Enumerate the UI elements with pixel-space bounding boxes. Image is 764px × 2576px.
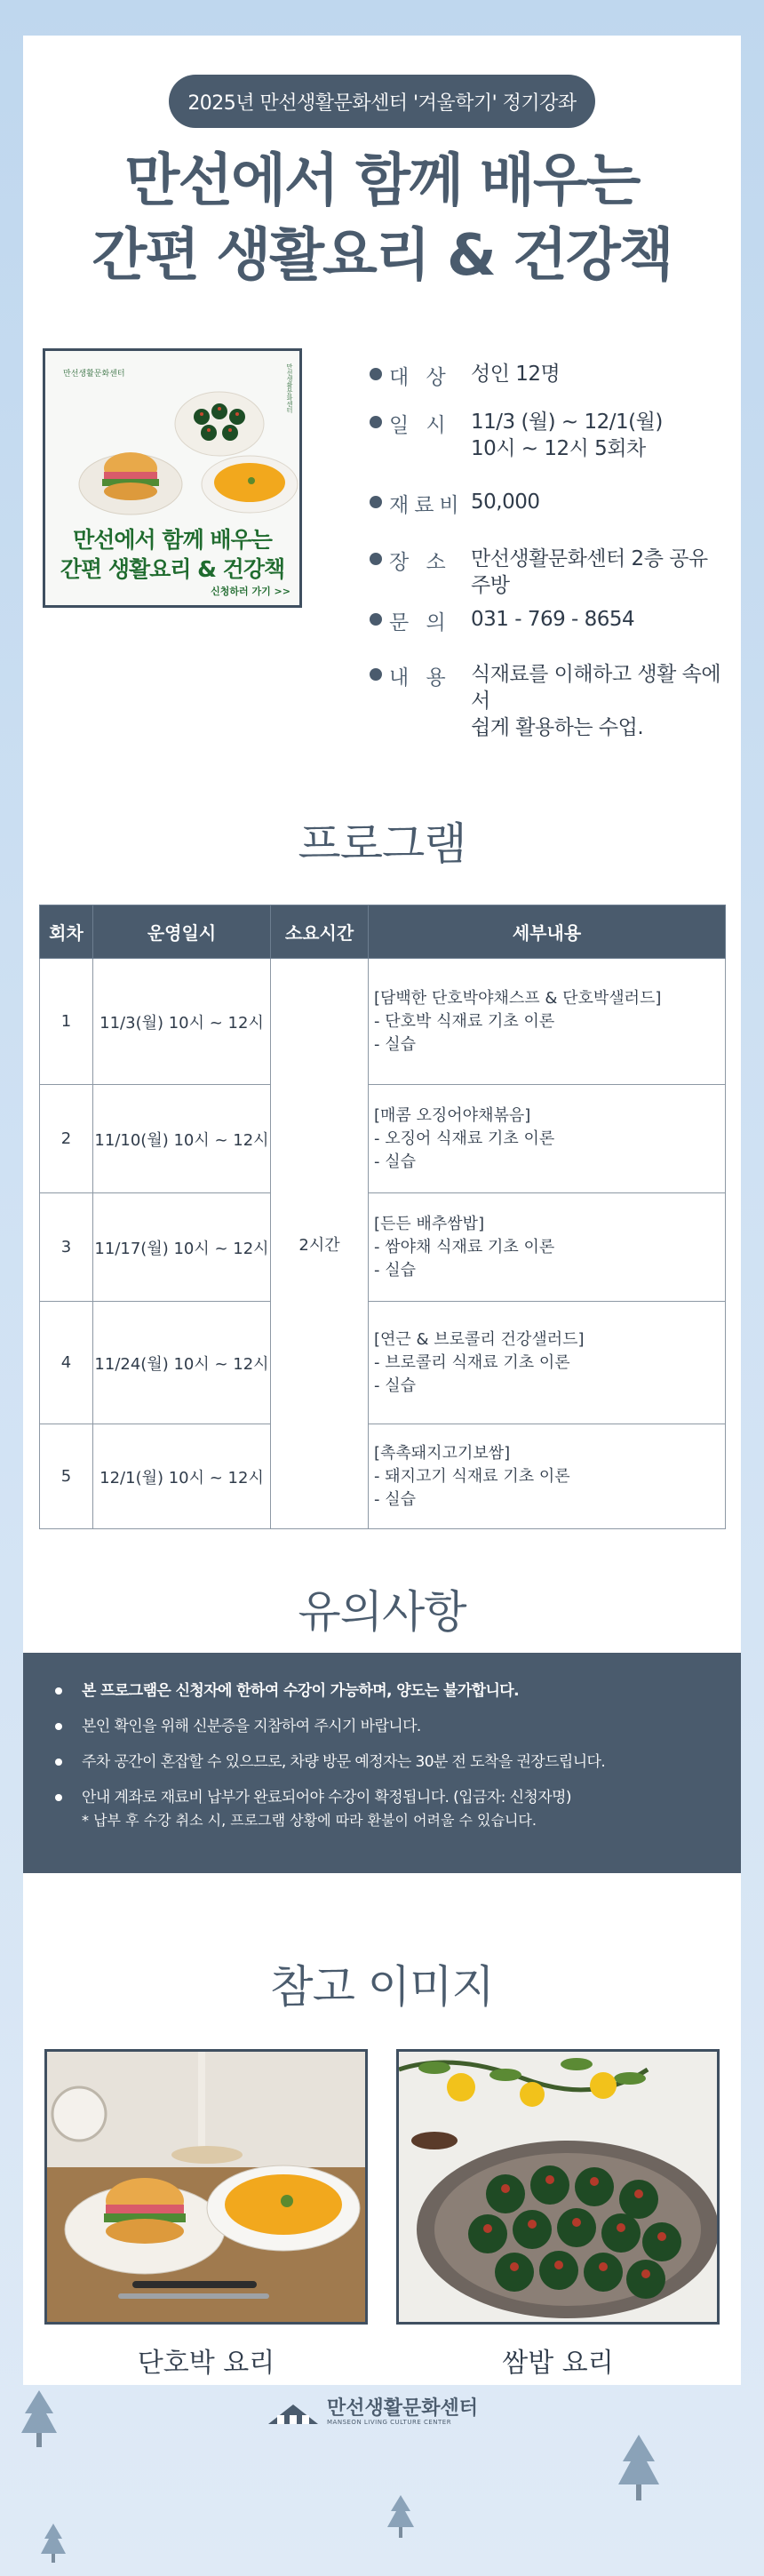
snowy-tree-icon <box>387 2495 414 2541</box>
cell-date: 11/24(월) 10시 ~ 12시 <box>93 1302 271 1424</box>
poster-side-text: 만선생활문화센터 <box>286 363 293 413</box>
bullet-icon <box>370 553 382 565</box>
cell-detail: [매콤 오징어야채볶음] - 오징어 식재료 기초 이론 - 실습 <box>369 1085 726 1193</box>
pumpkin-dish-illustration <box>47 2052 368 2325</box>
table-row <box>40 1302 726 1424</box>
bullet-icon <box>370 668 382 681</box>
footer-center-name: 만선생활문화센터 <box>327 2397 479 2420</box>
reference-section-title: 참고 이미지 <box>270 1961 494 2013</box>
table-row <box>40 1085 726 1193</box>
cell-session: 1 <box>40 959 93 1085</box>
notice-section-title: 유의사항 <box>298 1586 466 1638</box>
bullet-icon <box>370 416 382 428</box>
ssam-dish-illustration <box>399 2052 720 2325</box>
ssam-dish-photo <box>396 2049 720 2325</box>
program-section-title: 프로그램 <box>298 818 466 870</box>
table-row <box>40 959 726 1085</box>
center-logo-icon <box>267 2399 320 2426</box>
footer-center-eng: MANSEON LIVING CULTURE CENTER <box>327 2419 452 2426</box>
program-table <box>39 905 726 1529</box>
info-fee <box>370 489 539 518</box>
cell-date: 11/10(월) 10시 ~ 12시 <box>93 1085 271 1193</box>
info-label: 일 시 <box>389 414 451 437</box>
info-content <box>370 661 725 741</box>
info-label: 재료비 <box>389 494 465 517</box>
cell-date: 11/17(월) 10시 ~ 12시 <box>93 1193 271 1302</box>
notice-subnote: * 납부 후 수강 취소 시, 프로그램 상황에 따라 환불이 어려울 수 있습니다. <box>82 1812 537 1829</box>
notice-list <box>82 1679 721 1830</box>
page-title <box>23 144 741 293</box>
cell-session: 4 <box>40 1302 93 1424</box>
info-value: 031 - 769 - 8654 <box>471 608 635 631</box>
list-item: 본인 확인을 위해 신분증을 지참하여 주시기 바랍니다. <box>82 1715 721 1738</box>
table-header-row <box>40 905 726 959</box>
ssam-dish-caption: 쌈밥 요리 <box>502 2348 614 2379</box>
cell-session: 3 <box>40 1193 93 1302</box>
poster-title-line-2: 간편 생활요리 & 건강책 <box>60 556 285 582</box>
info-contact <box>370 606 634 635</box>
poster-food-illustration <box>45 351 302 529</box>
info-value: 11/3 (월) ~ 12/1(월) 10시 ~ 12시 5회차 <box>471 411 663 460</box>
info-label: 장 소 <box>389 551 451 574</box>
pumpkin-dish-photo <box>44 2049 368 2325</box>
snowy-tree-icon <box>21 2390 57 2452</box>
info-value: 50,000 <box>471 490 540 514</box>
info-schedule <box>370 409 663 462</box>
snowy-tree-icon <box>41 2524 66 2568</box>
header-date: 운영일시 <box>93 905 271 959</box>
cell-detail: [촉촉돼지고기보쌈] - 돼지고기 식재료 기초 이론 - 실습 <box>369 1424 726 1529</box>
poster-title <box>45 525 299 584</box>
cell-detail: [담백한 단호박야채스프 & 단호박샐러드] - 단호박 식재료 기초 이론 - 실습 <box>369 959 726 1085</box>
title-line-2: 간편 생활요리 & 건강책 <box>92 223 672 289</box>
info-value: 식재료를 이해하고 생활 속에서 쉽게 활용하는 수업. <box>471 663 721 739</box>
poster-title-line-1: 만선에서 함께 배우는 <box>73 527 272 553</box>
info-label: 문 의 <box>389 611 451 634</box>
info-value: 만선생활문화센터 2층 공유주방 <box>471 547 708 597</box>
content-card <box>23 36 741 2385</box>
semester-badge: 2025년 만선생활문화센터 '겨울학기' 정기강좌 <box>169 75 595 128</box>
bullet-icon <box>370 613 382 626</box>
cell-duration: 2시간 <box>271 959 369 1529</box>
table-row <box>40 1424 726 1529</box>
poster-image[interactable] <box>43 348 302 608</box>
bullet-icon <box>370 496 382 508</box>
header-duration: 소요시간 <box>271 905 369 959</box>
list-item: 안내 계좌로 재료비 납부가 완료되어야 수강이 확정됩니다. (입금자: 신청자명) <box>82 1786 721 1809</box>
header-session: 회차 <box>40 905 93 959</box>
info-label: 대 상 <box>389 366 451 389</box>
info-place <box>370 546 725 599</box>
cell-session: 5 <box>40 1424 93 1529</box>
list-item: 주차 공간이 혼잡할 수 있으므로, 차량 방문 예정자는 30분 전 도착을 권장드립니다. <box>82 1751 721 1774</box>
cell-session: 2 <box>40 1085 93 1193</box>
cell-date: 11/3(월) 10시 ~ 12시 <box>93 959 271 1085</box>
list-item: 본 프로그램은 신청자에 한하여 수강이 가능하며, 양도는 불가합니다. <box>82 1679 721 1703</box>
footer-logo <box>267 2399 478 2426</box>
pumpkin-dish-caption: 단호박 요리 <box>137 2348 275 2379</box>
notice-box <box>23 1653 741 1873</box>
header-detail: 세부내용 <box>369 905 726 959</box>
info-value: 성인 12명 <box>471 363 561 386</box>
cell-detail: [연근 & 브로콜리 건강샐러드] - 브로콜리 식재료 기초 이론 - 실습 <box>369 1302 726 1424</box>
info-label: 내 용 <box>389 666 451 690</box>
cell-detail: [든든 배추쌈밥] - 쌈야채 식재료 기초 이론 - 실습 <box>369 1193 726 1302</box>
snowy-tree-icon <box>618 2435 659 2506</box>
table-row <box>40 1193 726 1302</box>
title-line-1: 만선에서 함께 배우는 <box>124 148 640 214</box>
apply-link[interactable]: 신청하러 가기 >> <box>211 586 290 597</box>
cell-date: 12/1(월) 10시 ~ 12시 <box>93 1424 271 1529</box>
bullet-icon <box>370 368 382 380</box>
poster-org: 만선생활문화센터 <box>63 370 125 379</box>
info-target <box>370 361 560 390</box>
